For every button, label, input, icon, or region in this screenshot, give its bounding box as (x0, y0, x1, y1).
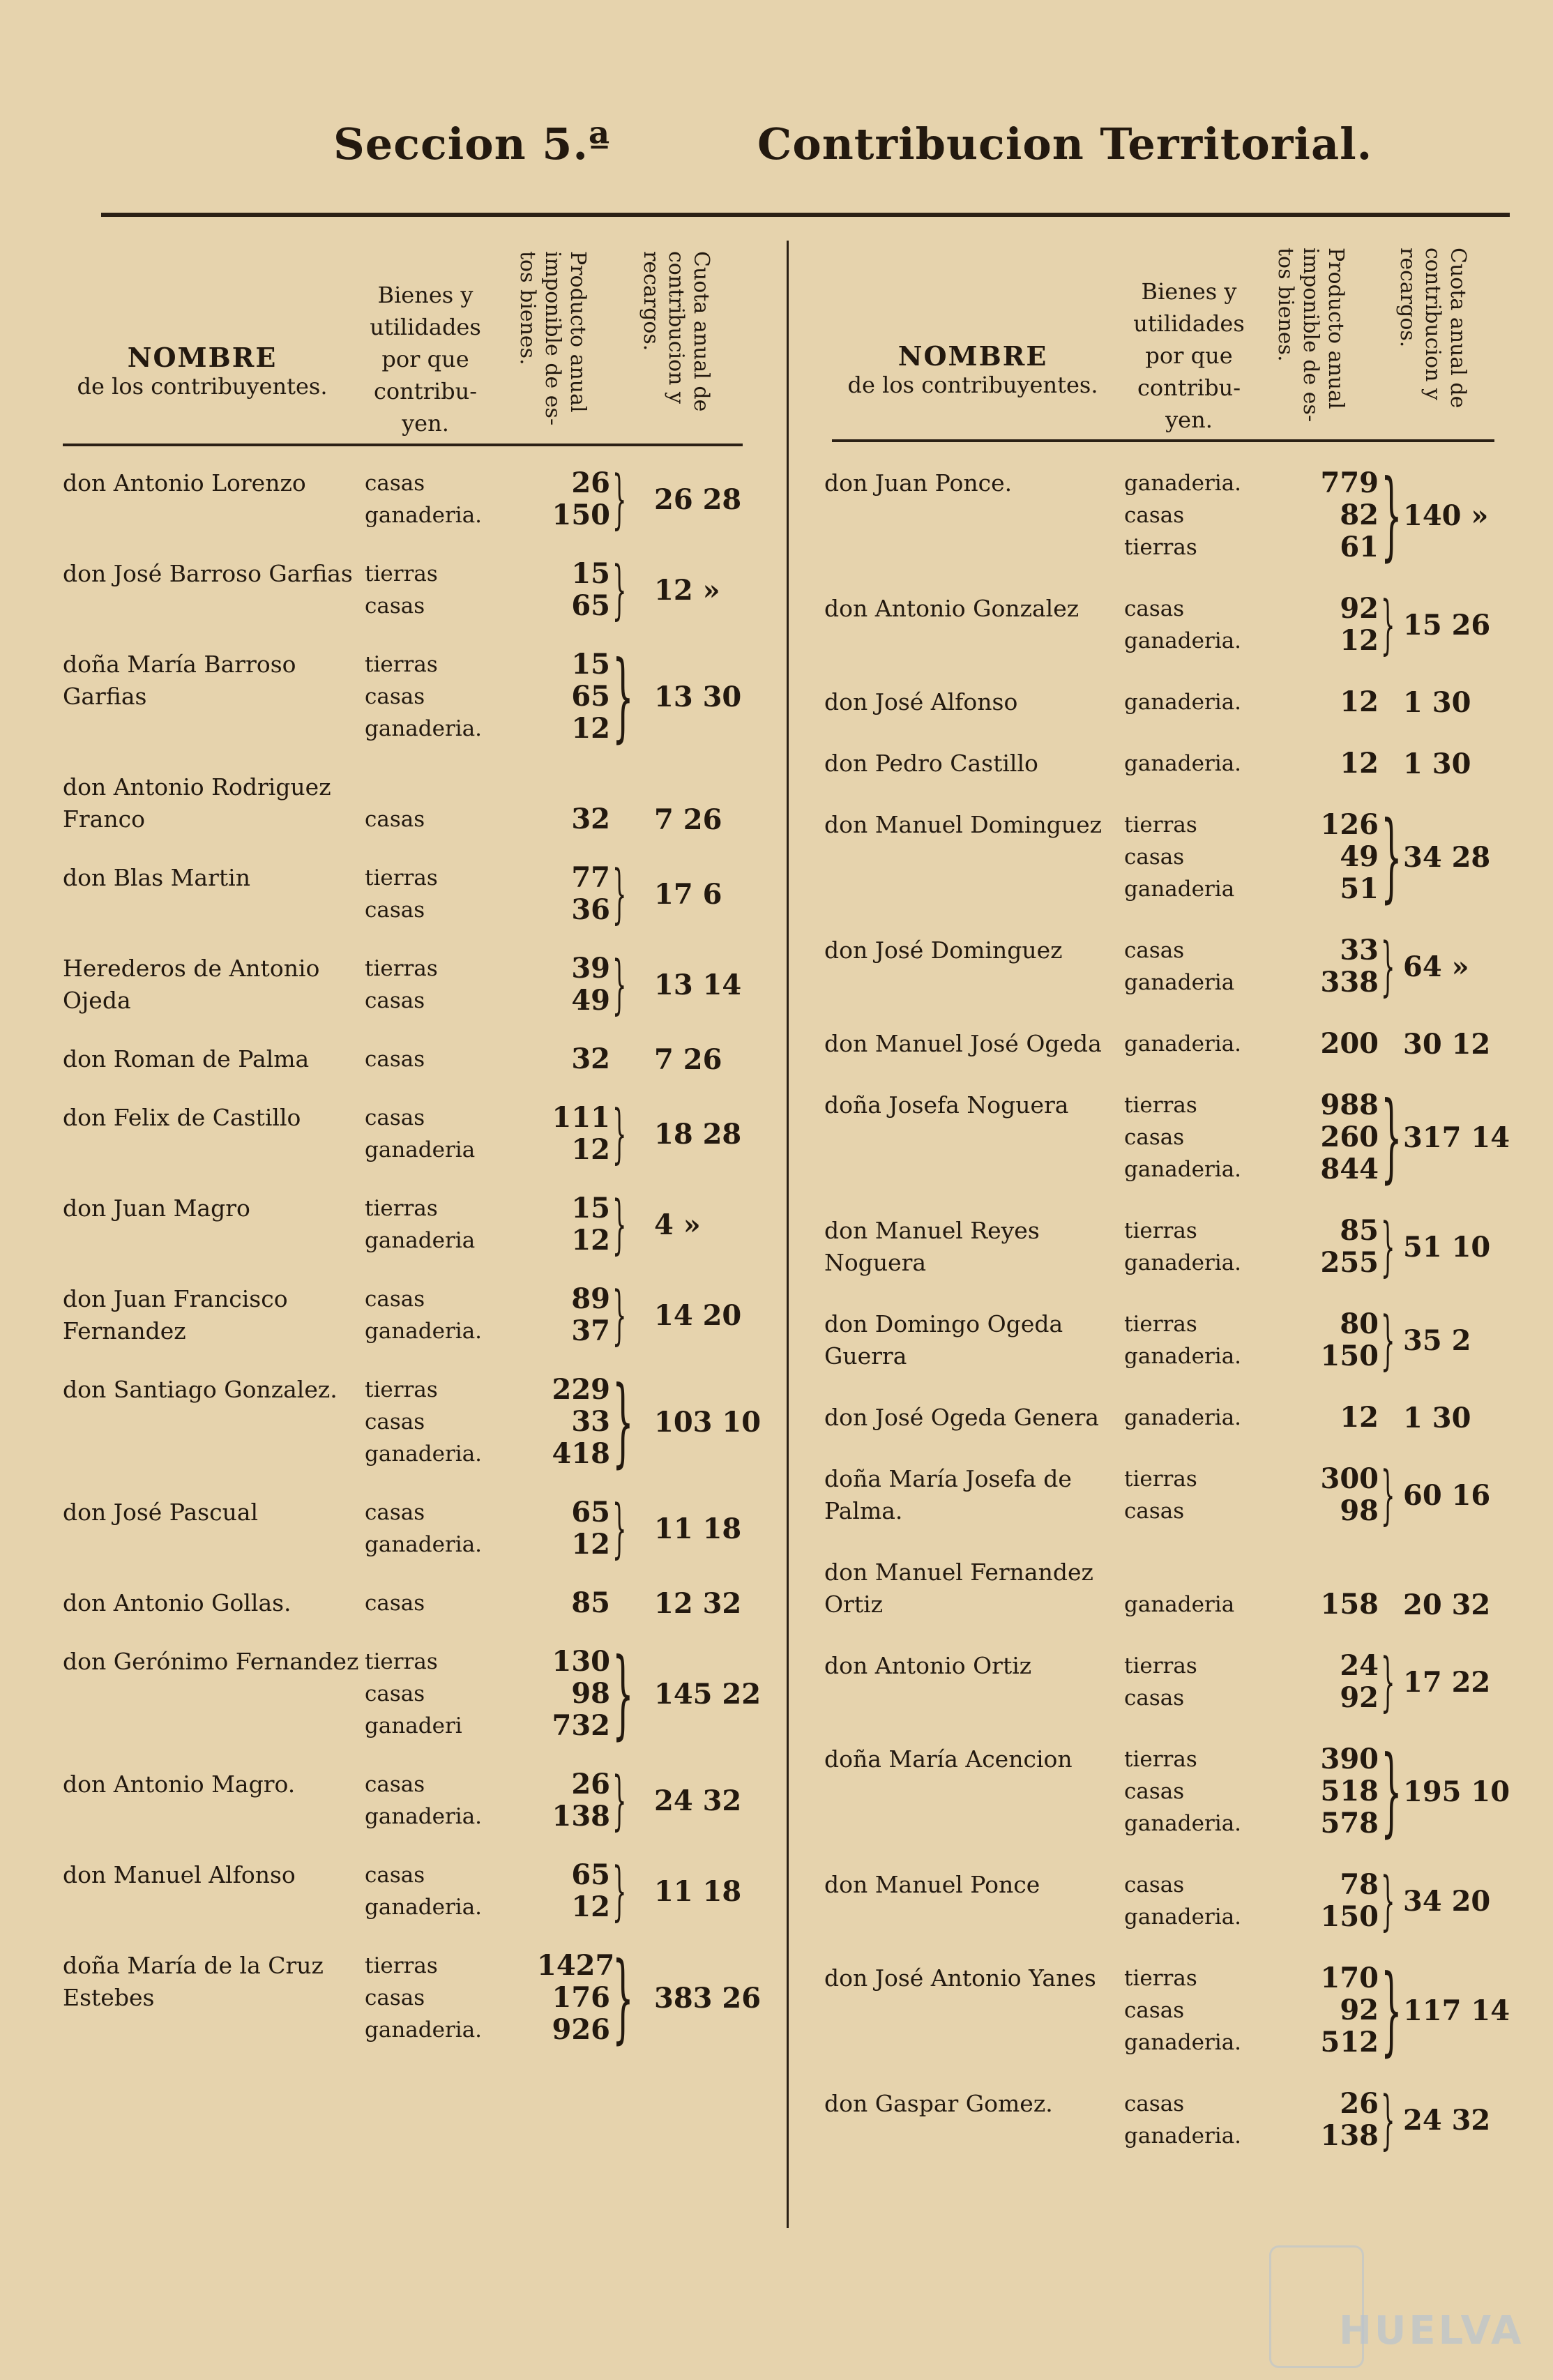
property-type: ganaderia (1124, 1592, 1235, 1617)
taxable-product-value: 12 (571, 1528, 610, 1561)
taxable-product-value: 138 (1320, 2119, 1379, 2152)
property-type: casas (365, 1681, 425, 1706)
taxable-product-value: 779 (1320, 467, 1379, 499)
property-type: casas (1124, 1685, 1185, 1711)
property-type: tierras (365, 1649, 438, 1674)
annual-quota: 1 30 (1403, 1402, 1471, 1434)
taxable-product-value: 732 (552, 1709, 610, 1742)
right-header-rule (832, 439, 1494, 442)
taxable-product-value: 138 (552, 1800, 610, 1833)
taxable-product-value: 98 (571, 1677, 610, 1710)
property-type: casas (365, 1772, 425, 1797)
contributor-entry (824, 1954, 1522, 2088)
property-type: casas (1124, 938, 1185, 963)
annual-quota: 18 28 (654, 1118, 742, 1151)
property-type: tierras (365, 865, 438, 890)
contributor-entry (63, 1587, 767, 1646)
property-type: casas (365, 807, 425, 832)
property-type: casas (365, 1500, 425, 1525)
property-type: ganaderia. (1124, 2123, 1242, 2148)
taxable-product-value: 12 (1340, 747, 1379, 780)
brace-mark: } (1381, 1457, 1395, 1532)
taxable-product-value: 418 (552, 1437, 610, 1470)
contributor-name: don Antonio Rodriguez Franco (63, 773, 331, 833)
annual-quota: 4 » (654, 1208, 701, 1241)
contributor-entry (63, 1043, 767, 1102)
property-type: ganaderia. (365, 1804, 483, 1829)
property-type: casas (1124, 596, 1185, 621)
taxable-product-value: 130 (552, 1645, 610, 1678)
contributor-name: don Gerónimo Fernandez (63, 1648, 359, 1675)
property-type: tierras (1124, 1218, 1197, 1243)
annual-quota: 30 12 (1403, 1028, 1491, 1061)
property-type: ganaderia. (1124, 1405, 1242, 1430)
contributor-name: don José Antonio Yanes (824, 1964, 1096, 1992)
brace-mark: } (612, 947, 627, 1022)
property-type: tierras (365, 1953, 438, 1978)
taxable-product-value: 844 (1320, 1153, 1379, 1185)
taxable-product-value: 12 (1340, 624, 1379, 657)
property-type: casas (365, 1105, 425, 1130)
property-type: ganaderia. (1124, 1904, 1242, 1930)
property-type: ganaderia. (1124, 471, 1242, 496)
brace-mark: } (612, 552, 627, 627)
taxable-product-value: 65 (571, 589, 610, 622)
taxable-product-value: 1427 (537, 1949, 615, 1982)
brace-mark: } (1381, 1209, 1395, 1284)
taxable-product-value: 15 (571, 648, 610, 681)
property-type: tierras (1124, 1466, 1197, 1492)
property-type: ganaderia. (1124, 1031, 1242, 1056)
right-cuota-head: Cuota anual de contribucion y recargos. (1395, 248, 1470, 409)
taxable-product-value: 126 (1320, 808, 1379, 841)
property-type: casas (365, 988, 425, 1013)
property-type: casas (1124, 1125, 1185, 1150)
brace-mark: } (1381, 1735, 1402, 1847)
annual-quota: 24 32 (1403, 2104, 1491, 2137)
property-type: tierras (365, 956, 438, 981)
taxable-product-value: 78 (1340, 1868, 1379, 1901)
contributor-entry (824, 1028, 1522, 1089)
taxable-product-value: 578 (1320, 1807, 1379, 1840)
property-type: ganaderia. (365, 716, 483, 741)
brace-mark: } (1381, 459, 1402, 571)
property-type: tierras (1124, 1966, 1197, 1991)
contributor-entry (824, 459, 1522, 593)
right-bienes-head: Bienes y utilidades por que contribu- yen. (1133, 278, 1245, 433)
contributor-name: don Felix de Castillo (63, 1104, 301, 1131)
taxable-product-value: 111 (552, 1101, 610, 1134)
taxable-product-value: 15 (571, 1192, 610, 1225)
property-type: casas (365, 684, 425, 709)
taxable-product-value: 12 (571, 1133, 610, 1166)
taxable-product-value: 15 (571, 557, 610, 590)
brace-mark: } (1381, 801, 1402, 913)
contributor-name: don Manuel Fernandez Ortiz (824, 1559, 1093, 1618)
property-type: casas (365, 593, 425, 619)
property-type: casas (365, 471, 425, 496)
contributor-entry (824, 929, 1522, 1028)
contributor-name: doña María de la Cruz Estebes (63, 1952, 324, 2011)
taxable-product-value: 518 (1320, 1775, 1379, 1807)
property-type: casas (365, 1863, 425, 1888)
property-type: casas (365, 1591, 425, 1616)
contributor-entry (824, 1735, 1522, 1869)
taxable-product-value: 24 (1340, 1649, 1379, 1682)
taxable-product-value: 158 (1320, 1588, 1379, 1621)
contributor-name: don Juan Francisco Fernandez (63, 1285, 288, 1344)
taxable-product-value: 92 (1340, 1681, 1379, 1714)
left-cuota-head: Cuota anual de contribucion y recargos. (639, 251, 713, 412)
property-type: casas (365, 1985, 425, 2010)
property-type: casas (1124, 1998, 1185, 2023)
property-type: tierras (365, 1377, 438, 1402)
contributor-name: don José Ogeda Genera (824, 1404, 1099, 1431)
taxable-product-value: 255 (1320, 1246, 1379, 1279)
contributor-entry (824, 1209, 1522, 1308)
taxable-product-value: 37 (571, 1314, 610, 1347)
contributor-name: don Roman de Palma (63, 1045, 310, 1072)
annual-quota: 14 20 (654, 1299, 742, 1332)
property-type: casas (1124, 2091, 1185, 2116)
contributor-entry (63, 771, 767, 862)
annual-quota: 34 20 (1403, 1885, 1491, 1918)
brace-mark: } (612, 462, 627, 536)
annual-quota: 1 30 (1403, 686, 1471, 719)
taxable-product-value: 39 (571, 952, 610, 985)
contributor-entry (63, 1941, 767, 2072)
brace-mark: } (612, 1637, 634, 1750)
contributor-name: don Antonio Gollas. (63, 1589, 291, 1616)
property-type: ganaderia. (1124, 1344, 1242, 1369)
column-divider (787, 241, 789, 2228)
annual-quota: 15 26 (1403, 609, 1491, 642)
property-type: ganaderia. (1124, 1811, 1242, 1836)
annual-quota: 12 » (654, 574, 720, 607)
contributor-name: doña María Josefa de Palma. (824, 1465, 1072, 1524)
property-type: casas (1124, 844, 1185, 870)
taxable-product-value: 150 (552, 499, 610, 531)
annual-quota: 11 18 (654, 1875, 742, 1908)
taxable-product-value: 12 (1340, 1401, 1379, 1434)
contributor-name: don José Pascual (63, 1499, 259, 1526)
contributor-name: don Manuel José Ogeda (824, 1030, 1102, 1057)
annual-quota: 117 14 (1403, 1994, 1510, 2027)
contributor-name: don Manuel Ponce (824, 1871, 1040, 1898)
property-type: tierras (365, 1196, 438, 1221)
contributor-name: don Santiago Gonzalez. (63, 1376, 338, 1403)
taxable-product-value: 32 (571, 803, 610, 835)
contributor-entry (63, 1096, 767, 1192)
property-type: ganaderia. (365, 2017, 483, 2042)
contributor-name: don Manuel Dominguez (824, 811, 1102, 838)
taxable-product-value: 85 (1340, 1214, 1379, 1247)
property-type: casas (1124, 1499, 1185, 1524)
taxable-product-value: 32 (571, 1043, 610, 1075)
taxable-product-value: 33 (571, 1405, 610, 1438)
annual-quota: 17 22 (1403, 1666, 1491, 1699)
brace-mark: } (612, 1491, 627, 1566)
contributor-entry (63, 1365, 767, 1496)
taxable-product-value: 65 (571, 1496, 610, 1529)
contributor-entry (824, 1402, 1522, 1463)
taxable-product-value: 82 (1340, 499, 1379, 531)
annual-quota: 145 22 (654, 1678, 762, 1711)
contributor-entry (63, 1637, 767, 1768)
contributor-name: don Juan Magro (63, 1195, 250, 1222)
annual-quota: 20 32 (1403, 1589, 1491, 1621)
taxable-product-value: 49 (1340, 840, 1379, 873)
taxable-product-value: 98 (1340, 1494, 1379, 1527)
annual-quota: 7 26 (654, 1043, 722, 1076)
contributor-entry (63, 1763, 767, 1859)
taxable-product-value: 51 (1340, 872, 1379, 905)
watermark-text: HUELVA (1339, 2308, 1524, 2354)
property-type: casas (365, 897, 425, 923)
contributor-name: don Blas Martin (63, 864, 250, 891)
top-rule (101, 213, 1510, 217)
property-type: casas (1124, 1779, 1185, 1804)
taxable-product-value: 80 (1340, 1308, 1379, 1340)
left-nombre-head: NOMBRE de los contribuyentes. (77, 342, 328, 400)
annual-quota: 64 » (1403, 950, 1469, 983)
property-type: casas (365, 1409, 425, 1434)
property-type: ganaderia. (365, 1532, 483, 1557)
annual-quota: 195 10 (1403, 1775, 1510, 1808)
annual-quota: 140 » (1403, 499, 1489, 532)
brace-mark: } (1381, 1644, 1395, 1719)
annual-quota: 7 26 (654, 803, 722, 836)
taxable-product-value: 512 (1320, 2026, 1379, 2059)
right-producto-head: Producto anual imponible de es- tos bienes. (1273, 248, 1348, 423)
property-type: tierras (1124, 535, 1197, 560)
contributor-entry (824, 1644, 1522, 1743)
annual-quota: 17 6 (654, 878, 722, 911)
contributor-entry (824, 686, 1522, 748)
brace-mark: } (1381, 1081, 1402, 1193)
taxable-product-value: 338 (1320, 966, 1379, 999)
taxable-product-value: 92 (1340, 1994, 1379, 2026)
contributor-entry (63, 1854, 767, 1950)
property-type: ganaderia. (1124, 1250, 1242, 1275)
taxable-product-value: 89 (571, 1282, 610, 1315)
taxable-product-value: 49 (571, 984, 610, 1017)
taxable-product-value: 200 (1320, 1027, 1379, 1060)
contributor-name: don Antonio Lorenzo (63, 469, 306, 497)
taxable-product-value: 85 (571, 1586, 610, 1619)
contributor-name: don José Barroso Garfias (63, 560, 353, 587)
property-type: ganaderia (1124, 877, 1235, 902)
contributor-entry (824, 1081, 1522, 1215)
contributor-entry (824, 587, 1522, 686)
property-type: ganaderia. (1124, 751, 1242, 776)
contributor-entry (63, 462, 767, 558)
contributor-name: doña María Barroso Garfias (63, 651, 296, 710)
contributor-name: don Pedro Castillo (824, 750, 1038, 777)
property-type: ganaderia. (365, 1319, 483, 1344)
contributor-name: Herederos de Antonio Ojeda (63, 955, 320, 1014)
taxable-product-value: 26 (571, 1768, 610, 1801)
brace-mark: } (1381, 1863, 1395, 1938)
taxable-product-value: 26 (1340, 2087, 1379, 2120)
section-title: Seccion 5.ª (333, 119, 611, 169)
taxable-product-value: 170 (1320, 1962, 1379, 1994)
taxable-product-value: 36 (571, 893, 610, 926)
taxable-product-value: 65 (571, 1858, 610, 1891)
contributor-name: don José Alfonso (824, 688, 1018, 715)
brace-mark: } (612, 1365, 634, 1478)
contributor-name: don Antonio Magro. (63, 1771, 296, 1798)
right-nombre-head: NOMBRE de los contribuyentes. (847, 340, 1098, 398)
annual-quota: 26 28 (654, 483, 742, 516)
brace-mark: } (612, 1187, 627, 1261)
property-type: ganaderia. (1124, 1157, 1242, 1182)
property-type: ganaderia. (365, 503, 483, 528)
brace-mark: } (612, 1278, 627, 1352)
brace-mark: } (612, 1854, 627, 1928)
property-type: tierras (365, 652, 438, 677)
taxable-product-value: 176 (552, 1981, 610, 2014)
brace-mark: } (612, 1941, 634, 2054)
contributor-entry (63, 856, 767, 953)
property-type: ganaderia. (1124, 690, 1242, 715)
contributor-entry (824, 1863, 1522, 1962)
contributor-entry (63, 947, 767, 1043)
contributor-entry (63, 552, 767, 649)
contributor-name: don Gaspar Gomez. (824, 2090, 1053, 2117)
property-type: ganaderia (1124, 970, 1235, 995)
contributor-entry (824, 801, 1522, 934)
brace-mark: } (1381, 2082, 1395, 2157)
contributor-entry (824, 1457, 1522, 1556)
brace-mark: } (612, 640, 634, 752)
property-type: casas (1124, 503, 1185, 528)
left-producto-head: Producto anual imponible de es- tos bienes. (515, 251, 590, 426)
brace-mark: } (612, 1763, 627, 1837)
taxable-product-value: 300 (1320, 1462, 1379, 1495)
annual-quota: 24 32 (654, 1784, 742, 1817)
annual-quota: 11 18 (654, 1513, 742, 1545)
taxable-product-value: 12 (571, 1890, 610, 1923)
contributor-name: don Manuel Reyes Noguera (824, 1217, 1040, 1276)
contributor-entry (63, 1278, 767, 1374)
taxable-product-value: 33 (1340, 934, 1379, 967)
property-type: tierras (1124, 1747, 1197, 1772)
annual-quota: 51 10 (1403, 1231, 1491, 1264)
property-type: ganaderia. (365, 1441, 483, 1466)
property-type: tierras (365, 561, 438, 586)
property-type: casas (365, 1047, 425, 1072)
annual-quota: 13 14 (654, 969, 742, 1001)
annual-quota: 103 10 (654, 1406, 762, 1439)
annual-quota: 12 32 (654, 1587, 742, 1620)
property-type: casas (365, 1287, 425, 1312)
contributor-name: don Antonio Ortiz (824, 1652, 1032, 1679)
property-type: casas (1124, 1872, 1185, 1897)
property-type: ganaderia (365, 1228, 476, 1253)
contributor-name: doña María Acencion (824, 1745, 1073, 1773)
taxable-product-value: 988 (1320, 1089, 1379, 1121)
taxable-product-value: 26 (571, 467, 610, 499)
property-type: ganaderia (365, 1137, 476, 1162)
contributor-entry (824, 1556, 1522, 1650)
property-type: ganaderia. (365, 1895, 483, 1920)
contributor-entry (63, 1491, 767, 1587)
taxable-product-value: 12 (571, 712, 610, 745)
contributor-name: don Antonio Gonzalez (824, 595, 1079, 622)
property-type: tierras (1124, 1653, 1197, 1678)
taxable-product-value: 65 (571, 680, 610, 713)
annual-quota: 1 30 (1403, 748, 1471, 780)
property-type: tierras (1124, 1093, 1197, 1118)
contributor-name: don Domingo Ogeda Guerra (824, 1310, 1063, 1370)
annual-quota: 13 30 (654, 681, 742, 713)
contributor-name: doña Josefa Noguera (824, 1091, 1069, 1119)
annual-quota: 34 28 (1403, 841, 1491, 874)
contributor-entry (824, 2082, 1522, 2181)
property-type: tierras (1124, 812, 1197, 837)
property-type: ganaderia. (1124, 628, 1242, 653)
taxable-product-value: 260 (1320, 1121, 1379, 1153)
property-type: ganaderia. (1124, 2030, 1242, 2055)
property-type: ganaderi (365, 1713, 462, 1738)
taxable-product-value: 92 (1340, 592, 1379, 625)
contributor-entry (63, 1187, 767, 1283)
contributor-entry (63, 640, 767, 771)
contributor-name: don José Dominguez (824, 937, 1063, 964)
taxable-product-value: 12 (571, 1224, 610, 1257)
brace-mark: } (1381, 1954, 1402, 2066)
brace-mark: } (1381, 929, 1395, 1003)
brace-mark: } (612, 856, 627, 931)
annual-quota: 317 14 (1403, 1121, 1510, 1154)
left-header-rule (63, 444, 743, 446)
contributor-name: don Juan Ponce. (824, 469, 1013, 497)
contributor-name: don Manuel Alfonso (63, 1861, 296, 1888)
contributor-entry (824, 1303, 1522, 1402)
taxable-product-value: 12 (1340, 685, 1379, 718)
annual-quota: 60 16 (1403, 1479, 1491, 1512)
taxable-product-value: 150 (1320, 1900, 1379, 1933)
brace-mark: } (612, 1096, 627, 1171)
taxable-product-value: 61 (1340, 531, 1379, 563)
taxable-product-value: 926 (552, 2013, 610, 2046)
left-bienes-head: Bienes y utilidades por que contribu- yen. (370, 282, 481, 437)
taxable-product-value: 390 (1320, 1743, 1379, 1775)
taxable-product-value: 150 (1320, 1340, 1379, 1372)
annual-quota: 35 2 (1403, 1324, 1471, 1357)
brace-mark: } (1381, 1303, 1395, 1377)
annual-quota: 383 26 (654, 1982, 762, 2015)
contributor-entry (824, 748, 1522, 809)
page-title: Contribucion Territorial. (757, 119, 1373, 169)
property-type: tierras (1124, 1312, 1197, 1337)
brace-mark: } (1381, 587, 1395, 662)
taxable-product-value: 229 (552, 1373, 610, 1406)
taxable-product-value: 77 (571, 861, 610, 894)
